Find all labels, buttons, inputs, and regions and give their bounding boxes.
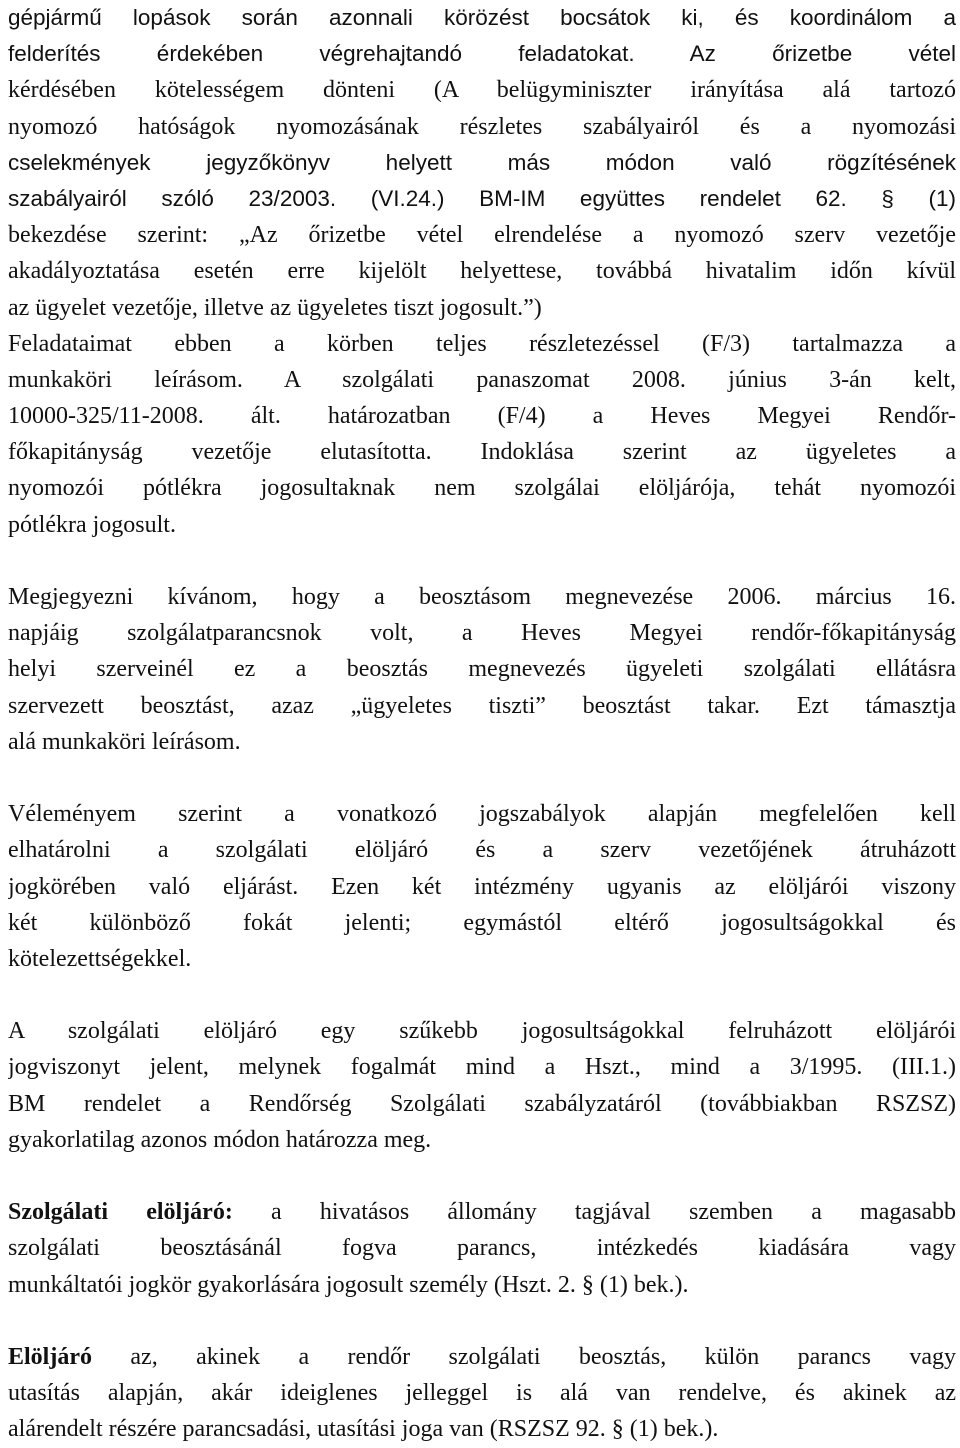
paragraph (8, 579, 956, 760)
text-line (8, 1194, 956, 1230)
text-line (8, 905, 956, 941)
text-line (8, 326, 956, 362)
text-line (8, 579, 956, 615)
text-line (8, 217, 956, 253)
text-line (8, 1013, 956, 1049)
text-line (8, 109, 956, 145)
line-text: kérdésében kötelességem dönteni (A belügyminiszter irányítása alá tartozó (8, 77, 956, 104)
paragraph (8, 1013, 956, 1158)
line-text: BM rendelet a Rendőrség Szolgálati szabályzatáról (továbbiakban RSZSZ) (8, 1090, 956, 1117)
document-page (8, 0, 956, 1448)
text-line (8, 832, 956, 868)
line-text: Megjegyezni kívánom, hogy a beosztásom megnevezése 2006. március 16. (8, 584, 956, 610)
text-line (8, 1086, 956, 1122)
text-line (8, 615, 956, 651)
line-text: szabályairól szóló 23/2003. (VI.24.) BM-IM együttes rendelet 62. § (1) (8, 185, 956, 211)
line-text: munkáltatói jogkör gyakorlására jogosult személy (Hszt. 2. § (1) bek.). (8, 1271, 689, 1298)
text-line (8, 181, 956, 217)
line-text: az, akinek a rendőr szolgálati beosztás, külön parancs vagy (92, 1343, 956, 1370)
line-text: 10000-325/11-2008. ált. határozatban (F/4) a Heves Megyei Rendőr- (8, 403, 956, 430)
paragraph-gap (8, 543, 956, 579)
line-text: gyakorlatilag azonos módon határozza meg. (8, 1126, 432, 1153)
line-text: nyomozó hatóságok nyomozásának részletes szabályairól és a nyomozási (8, 113, 956, 140)
line-text: szolgálati beosztásánál fogva parancs, intézkedés kiadására vagy (8, 1235, 956, 1262)
line-text: főkapitányság vezetője elutasította. Indoklása szerint az ügyeletes a (8, 439, 956, 466)
line-text: Véleményem szerint a vonatkozó jogszabályok alapján megfelelően kell (8, 801, 956, 828)
line-text: alárendelt részére parancsadási, utasítási joga van (RSZSZ 92. § (1) bek.). (8, 1416, 719, 1443)
line-text: utasítás alapján, akár ideiglenes jelleggel is alá van rendelve, és akinek az (8, 1380, 956, 1407)
text-line (8, 1230, 956, 1266)
line-text: két különböző fokát jelenti; egymástól eltérő jogosultságokkal és (8, 909, 956, 936)
text-line (8, 36, 956, 72)
text-line (8, 145, 956, 181)
paragraph-gap (8, 977, 956, 1013)
text-line (8, 688, 956, 724)
text-line (8, 72, 956, 108)
text-line (8, 290, 956, 326)
line-text: Feladataimat ebben a körben teljes részletezéssel (F/3) tartalmazza a (8, 330, 956, 357)
text-line (8, 470, 956, 506)
paragraph-gap (8, 760, 956, 796)
line-text: helyi szerveinél ez a beosztás megnevezés ügyeleti szolgálati ellátásra (8, 656, 956, 683)
text-line (8, 362, 956, 398)
line-text: munkaköri leírásom. A szolgálati panaszomat 2008. június 3-án kelt, (8, 366, 956, 393)
text-line (8, 507, 956, 543)
text-line (8, 1122, 956, 1158)
paragraph (8, 1194, 956, 1303)
line-text: cselekmények jegyzőkönyv helyett más módon való rögzítésének (8, 149, 956, 175)
paragraph (8, 0, 956, 543)
line-text: napjáig szolgálatparancsnok volt, a Heves Megyei rendőr-főkapitányság (8, 620, 956, 647)
text-line (8, 434, 956, 470)
line-text: a hivatásos állomány tagjával szemben a magasabb (232, 1199, 956, 1226)
text-line (8, 1049, 956, 1085)
line-text: nyomozói pótlékra jogosultaknak nem szolgálai elöljárója, tehát nyomozói (8, 475, 956, 502)
text-line (8, 869, 956, 905)
line-text: kötelezettségekkel. (8, 945, 192, 972)
line-text: jogkörében való eljárást. Ezen két intézmény ugyanis az elöljárói viszony (8, 873, 956, 900)
text-line (8, 651, 956, 687)
line-text: alá munkaköri leírásom. (8, 728, 241, 755)
line-text: gépjármű lopások során azonnali körözést bocsátok ki, és koordinálom a (8, 5, 956, 30)
term-label: Elöljáró (8, 1343, 92, 1370)
line-text: bekezdése szerint: „Az őrizetbe vétel elrendelése a nyomozó szerv vezetője (8, 222, 956, 249)
paragraph (8, 796, 956, 977)
paragraph (8, 1339, 956, 1448)
text-line (8, 1375, 956, 1411)
line-text: jogviszonyt jelent, melynek fogalmát mind a Hszt., mind a 3/1995. (III.1.) (8, 1054, 956, 1081)
line-text: elhatárolni a szolgálati elöljáró és a szerv vezetőjének átruházott (8, 837, 956, 864)
line-text: akadályoztatása esetén erre kijelölt helyettese, továbbá hivatalim időn kívül (8, 258, 956, 285)
text-line (8, 1267, 956, 1303)
line-text: pótlékra jogosult. (8, 511, 176, 538)
line-text: szervezett beosztást, azaz „ügyeletes tiszti” beosztást takar. Ezt támasztja (8, 692, 956, 719)
text-line (8, 796, 956, 832)
term-label: Szolgálati elöljáró: (8, 1199, 233, 1226)
text-line (8, 724, 956, 760)
text-line (8, 941, 956, 977)
line-text: felderítés érdekében végrehajtandó feladatokat. Az őrizetbe vétel (8, 41, 956, 67)
text-line (8, 0, 956, 36)
text-line (8, 1339, 956, 1375)
text-line (8, 1411, 956, 1447)
line-text: A szolgálati elöljáró egy szűkebb jogosultságokkal felruházott elöljárói (8, 1018, 956, 1045)
paragraph-gap (8, 1303, 956, 1339)
line-text: az ügyelet vezetője, illetve az ügyeletes tiszt jogosult.”) (8, 294, 542, 321)
paragraph-gap (8, 1158, 956, 1194)
text-line (8, 253, 956, 289)
text-line (8, 398, 956, 434)
